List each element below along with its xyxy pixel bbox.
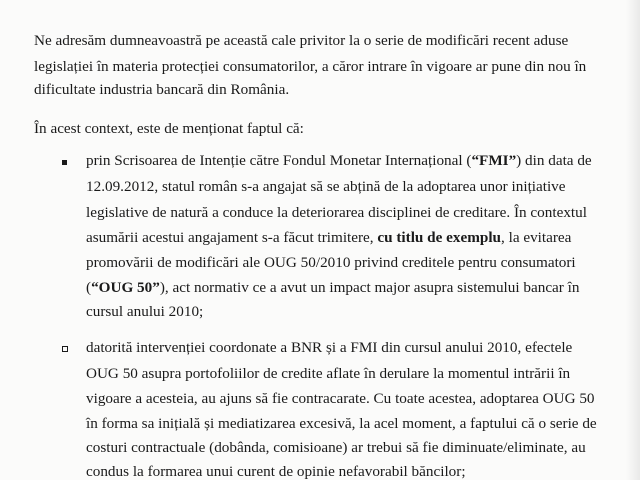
bullet1-line-4-bold: cu titlu de exemplu [377, 229, 501, 246]
bullet2-line-5: costuri contractuale (dobânda, comisioane) ar trebui să fie diminuate/eliminate, au [86, 439, 586, 456]
bullet2-line-2: OUG 50 asupra portofoliilor de credite aflate în derulare la momentul intrării în [86, 365, 571, 382]
bullet2-line-1: datorită intervenției coordonate a BNR și a FMI din cursul anului 2010, efectele [86, 339, 573, 356]
bullet1-line-5: promovării de modificări ale OUG 50/2010 privind creditele pentru consumatori [86, 254, 576, 271]
bullet1-line-6-pre: ( [86, 279, 92, 296]
context-line: În acest context, este de menționat faptul că: [34, 120, 304, 137]
intro-line-1: Ne adresăm dumneavoastră pe această cale privitor la o serie de modificări recent aduse [34, 32, 569, 49]
bullet1-line-4-post: , la evitarea [501, 229, 572, 246]
bullet1-line-1-post: ) din data de [516, 152, 592, 169]
bullet1-line-6 [86, 278, 580, 298]
bullet-hollow-icon [62, 346, 68, 352]
bullet1-line-3: legislative de natură a conduce la deteriorarea disciplinei de creditare. În contextul [86, 204, 587, 221]
bullet1-line-4-pre: asumării acestui angajament s-a făcut trimitere, [86, 229, 378, 246]
page-edge-shadow [626, 0, 640, 480]
bullet2-line-6: condus la formarea unui curent de opinie nefavorabil băncilor; [86, 463, 466, 480]
bullet1-line-1 [86, 151, 592, 171]
bullet1-line-7: cursul anului 2010; [86, 303, 204, 320]
intro-line-3: dificultate industria bancară din România. [34, 81, 290, 98]
bullet1-line-1-pre: prin Scrisoarea de Intenție către Fondul Monetar Internațional ( [86, 152, 472, 169]
fmi-abbrev: “FMI” [471, 152, 517, 169]
bullet1-line-4 [86, 228, 572, 248]
bullet1-line-6-post: ), act normativ ce a avut un impact major asupra sistemului bancar în [159, 279, 580, 296]
bullet-filled-icon [62, 160, 67, 165]
oug-abbrev: “OUG 50” [91, 279, 160, 296]
bullet2-line-3: vigoare a acesteia, au ajuns să fie contracarate. Cu toate acestea, adoptarea OUG 50 [86, 390, 595, 407]
bullet2-line-4: în forma sa inițială și mediatizarea excesivă, la acel moment, a faptului că o serie de [86, 415, 597, 432]
bullet1-line-2: 12.09.2012, statul român s-a angajat să se abțină de la adoptarea unor inițiative [86, 178, 566, 195]
intro-line-2: legislației în materia protecției consumatorilor, a căror intrare în vigoare ar pune din nou în [34, 58, 587, 75]
